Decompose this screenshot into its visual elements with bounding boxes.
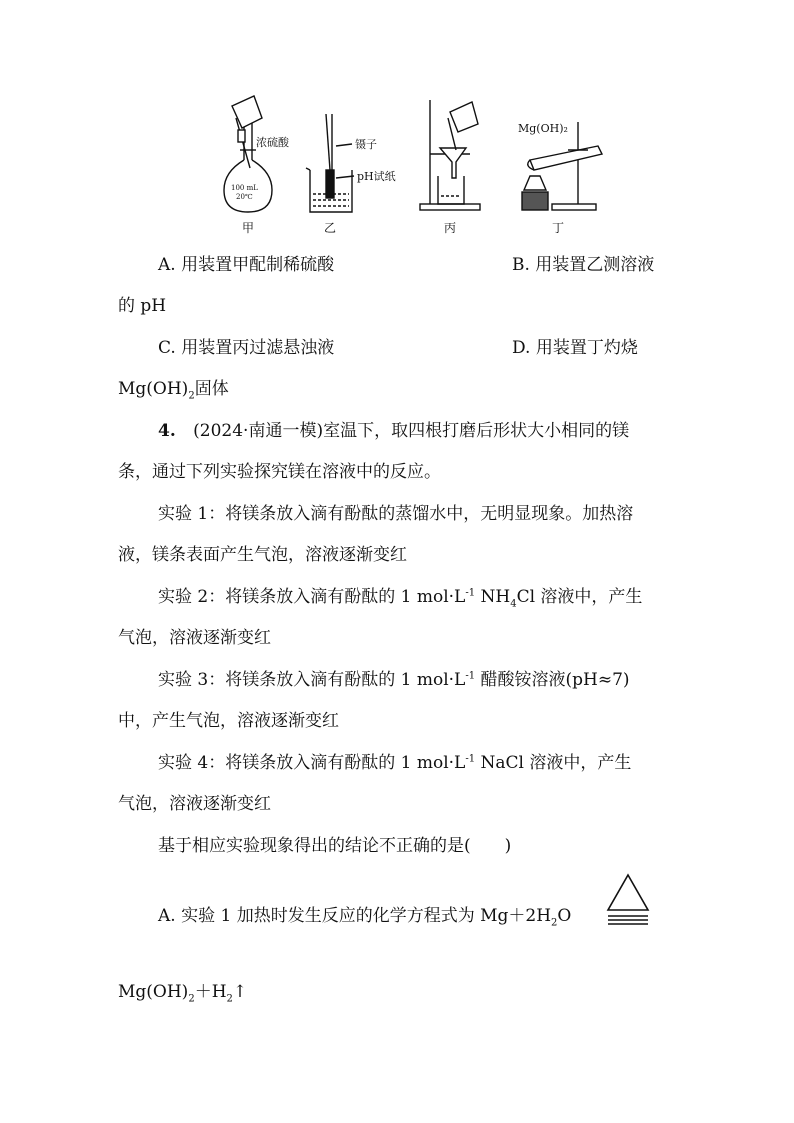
q3-option-b-cont: 的 pH [118, 296, 167, 316]
label-jia: 甲 [242, 221, 255, 235]
exp1-line2: 液，镁条表面产生气泡，溶液逐渐变红 [118, 545, 407, 565]
q4-stem: 4. (2024·南通一模)室温下，取四根打磨后形状大小相同的镁 [158, 421, 630, 441]
exp4-line1: 实验 4：将镁条放入滴有酚酞的 1 $mol\cdot L^{-1}$ NaCl 溶液中，产生 [158, 753, 632, 773]
q3-option-d: D. 用装置丁灼烧 [512, 338, 638, 358]
label-yi: 乙 [324, 221, 337, 235]
q3-option-b: B. 用装置乙测溶液 [512, 255, 655, 275]
exp2-line1: 实验 2：将镁条放入滴有酚酞的 1 $mol\cdot L^{-1}$ $NH_4Cl$ 溶液中，产生 [158, 587, 643, 610]
q4-number: 4. [158, 421, 176, 441]
heating-apparatus [522, 122, 602, 210]
q4-source: (2024·南通一模) [193, 421, 324, 441]
q4-stem-cont: 条，通过下列实验探究镁在溶液中的反应。 [118, 462, 441, 482]
q4-option-a-cont: $Mg(OH)_2+H_2↑$ [118, 982, 248, 1005]
exp1-line1: 实验 1：将镁条放入滴有酚酞的蒸馏水中，无明显现象。加热溶 [158, 504, 634, 524]
heat-condition-triangle-icon [604, 872, 652, 928]
label-conc-acid: 浓硫酸 [256, 136, 289, 149]
label-ph-paper: pH试纸 [357, 170, 396, 183]
q3-option-d-cont: $Mg(OH)_2$固体 [118, 379, 229, 402]
q4-option-a: A. 实验 1 加热时发生反应的化学方程式为 $Mg+2H_2O$ [158, 906, 572, 929]
exp3-line1: 实验 3：将镁条放入滴有酚酞的 1 $mol\cdot L^{-1}$ 醋酸铵溶液(pH≈7) [158, 670, 630, 690]
q3-option-a: A. 用装置甲配制稀硫酸 [158, 255, 335, 275]
label-bing: 丙 [444, 221, 457, 235]
exp2-line2: 气泡，溶液逐渐变红 [118, 628, 271, 648]
exp3-line2: 中，产生气泡，溶液逐渐变红 [118, 711, 339, 731]
q3-option-c: C. 用装置丙过滤悬浊液 [158, 338, 335, 358]
label-tweezers: 镊子 [355, 138, 377, 151]
q4-question: 基于相应实验现象得出的结论不正确的是( ) [158, 836, 512, 856]
label-ding: 丁 [552, 221, 565, 235]
label-flask-vol: 100 mL [231, 184, 258, 192]
apparatus-figure [0, 0, 794, 240]
exp4-line2: 气泡，溶液逐渐变红 [118, 794, 271, 814]
filtration-apparatus [420, 100, 480, 210]
label-flask-temp: 20℃ [236, 193, 253, 201]
beaker-ph-apparatus [306, 114, 354, 212]
label-mgoh2: Mg(OH)₂ [518, 122, 568, 135]
